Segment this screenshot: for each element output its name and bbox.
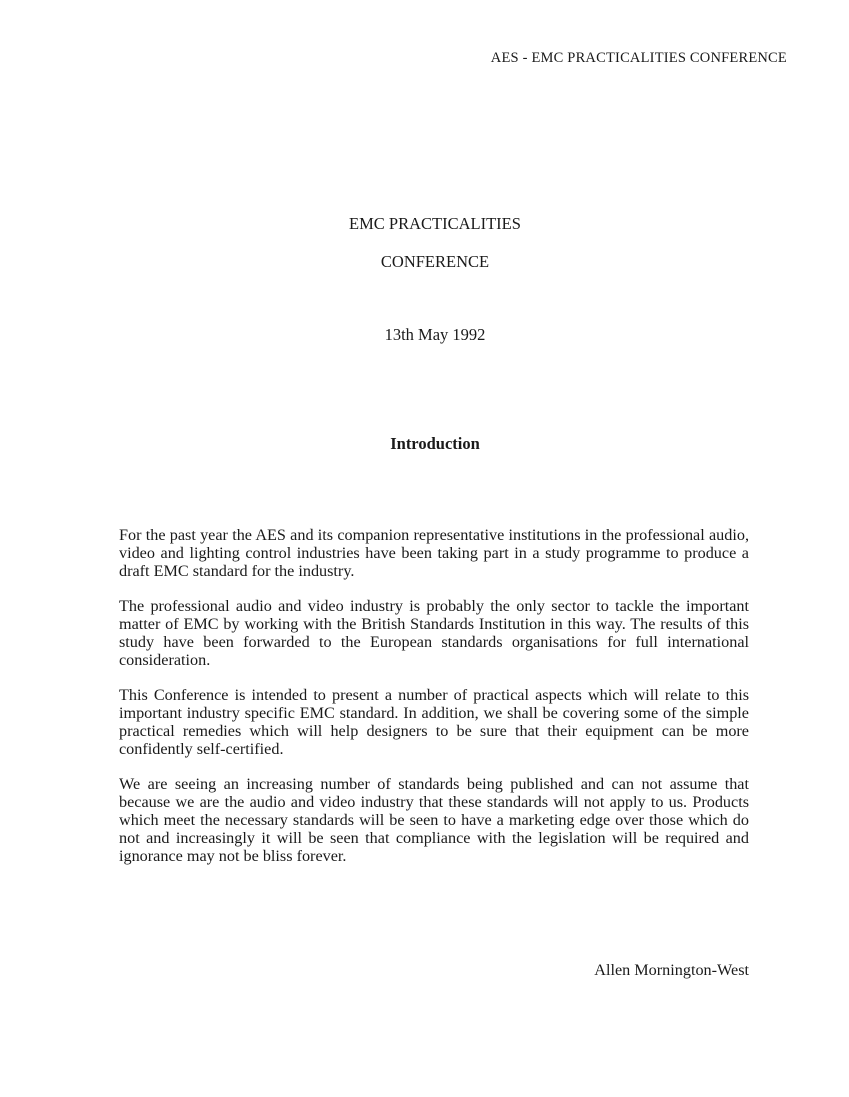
document-title-line-1: EMC PRACTICALITIES <box>349 214 521 233</box>
author-signature: Allen Mornington-West <box>594 961 749 979</box>
document-title-line-2: CONFERENCE <box>380 252 490 271</box>
paragraph-1: For the past year the AES and its companion representative institutions in the professional audio, video and lighting control industries have been taking part in a study programme to produce a draft EMC standard for the industry. <box>119 526 749 580</box>
introduction-body <box>119 526 749 882</box>
section-heading-introduction: Introduction <box>390 434 480 453</box>
document-date: 13th May 1992 <box>384 325 486 344</box>
running-header: AES - EMC PRACTICALITIES CONFERENCE <box>490 50 787 66</box>
paragraph-3: This Conference is intended to present a number of practical aspects which will relate to this important industry specific EMC standard. In addition, we shall be covering some of the simple practical remedies which will help designers to be sure that their equipment can be more confidently self-certified. <box>119 686 749 758</box>
paragraph-4: We are seeing an increasing number of standards being published and can not assume that because we are the audio and video industry that these standards will not apply to us. Products which meet the necessary standards will be seen to have a marketing edge over those which do not and increasingly it will be seen that compliance with the legislation will be required and ignorance may not be bliss forever. <box>119 775 749 865</box>
paragraph-2: The professional audio and video industry is probably the only sector to tackle the important matter of EMC by working with the British Standards Institution in this way. The results of this study have been forwarded to the European standards organisations for full international consideration. <box>119 597 749 669</box>
